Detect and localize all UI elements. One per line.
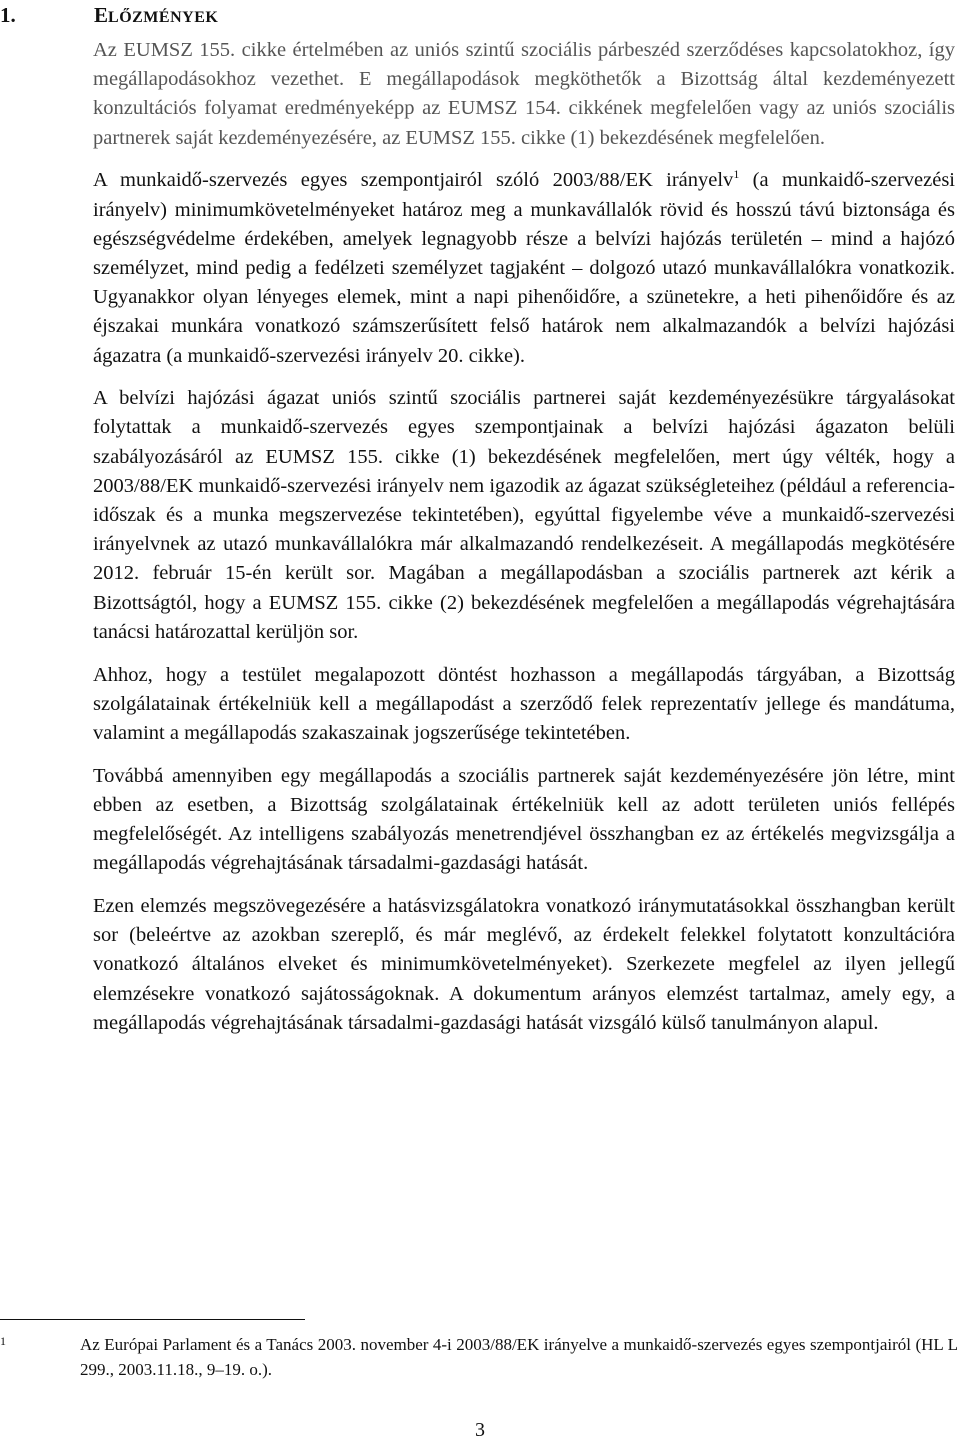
- footnote-separator: [0, 1319, 305, 1320]
- paragraph-5: Továbbá amennyiben egy megállapodás a szociális partnerek saját kezdeményezésére jön létre, mint ebben az esetben, a Bizottság szolgálatainak értékelniük kell az adott területen uniós fellépés megfelelőségét. Az intelligens szabályozás menetrendjével összhangban ez az értékelés megvizsgálja a megállapodás végrehajtásának társadalmi-gazdasági hatását.: [93, 764, 955, 875]
- page-number: 3: [475, 1419, 485, 1441]
- paragraph-2-text-end: (a munkaidő-szervezési irányelv) minimumkövetelményeket határoz meg a munkavállalók rövid és hosszú távú biztonsága és egészségvédelme érdekében, amelyek legnagyobb része a belvízi hajózás területén – mind a hajózó személyzet, mind pedig a fedélzeti személyzet tagjaként – dolgozó utazó munkavállalókra vonatkozik. Ugyanakkor olyan lényeges elemek, mint a napi pihenőidőre, a szünetekre, a heti pihenőidőre és az éjszakai munkára vonatkozó számszerűsített felső határok nem alkalmazandók a belvízi hajózási ágazatra (a munkaidő-szervezési irányelv 20. cikke).: [93, 169, 955, 367]
- paragraph-1: Az EUMSZ 155. cikke értelmében az uniós szintű szociális párbeszéd szerződéses kapcsolatokhoz, így megállapodásokhoz vezethet. E megállapodások megköthetők a Bizottság által kezdeményezett konzultációs folyamat eredményeképp az EUMSZ 154. cikkének megfelelően vagy az uniós szociális partnerek saját kezdeményezésére, az EUMSZ 155. cikke (1) bekezdésének megfelelően.: [93, 39, 955, 149]
- footnote-marker: 1: [0, 1334, 6, 1348]
- document-body: [93, 36, 955, 1052]
- paragraph-4: Ahhoz, hogy a testület megalapozott döntést hozhasson a megállapodás tárgyában, a Bizottság szolgálatainak értékelniük kell a megállapodást a szerződő felek reprezentatív jellege és mandátuma, valamint a megállapodás szakaszainak jogszerűsége tekintetében.: [93, 663, 955, 744]
- section-title-rest: LŐZMÉNYEK: [108, 9, 219, 26]
- paragraph-3: A belvízi hajózási ágazat uniós szintű szociális partnerei saját kezdeményezésükre tárgyalásokat folytattak a munkaidő-szervezés egyes szempontjainak a belvízi hajózási ágazaton belüli szabályozásáról az EUMSZ 155. cikke (1) bekezdésének megfelelően, mert úgy vélték, hogy a 2003/88/EK munkaidő-szervezési irányelv nem igazodik az ágazat szükségleteihez (például a referencia-időszak és a munka megszervezése tekintetében), egyúttal figyelembe véve a munkaidő-szervezési irányelvnek az utazó munkavállalókra már alkalmazandó rendelkezéseit. A megállapodás megkötésére 2012. február 15-én került sor. Magában a megállapodásban a szociális partnerek azt kérik a Bizottságtól, hogy a EUMSZ 155. cikke (2) bekezdésének megfelelően a megállapodás végrehajtására tanácsi határozattal kerüljön sor.: [93, 387, 955, 643]
- paragraph-6: Ezen elemzés megszövegezésére a hatásvizsgálatokra vonatkozó iránymutatásokkal összhangban került sor (beleértve az azokban szereplő, és már meglévő, az érdekelt felekkel folytatott konzultációra vonatkozó általános elveket és minimumkövetelményeket). Szerkezete megfelel az ilyen jellegű elemzésekre vonatkozó sajátosságoknak. A dokumentum arányos elemzést tartalmaz, amely egy, a megállapodás végrehajtásának társadalmi-gazdasági hatását vizsgáló külső tanulmányon alapul.: [93, 894, 955, 1034]
- paragraph-2: [93, 166, 955, 370]
- section-heading: [0, 2, 218, 31]
- section-title-initial: E: [94, 3, 109, 27]
- section-number: 1.: [0, 3, 16, 27]
- footnote-reference[interactable]: 1: [733, 167, 740, 182]
- footnote-text: Az Európai Parlament és a Tanács 2003. november 4-i 2003/88/EK irányelve a munkaidő-szervezés egyes szempontjairól (HL L 299., 2003.11.18., 9–19. o.).: [80, 1335, 958, 1379]
- paragraph-2-text-start: A munkaidő-szervezés egyes szempontjairól szóló 2003/88/EK irányelv: [93, 169, 734, 192]
